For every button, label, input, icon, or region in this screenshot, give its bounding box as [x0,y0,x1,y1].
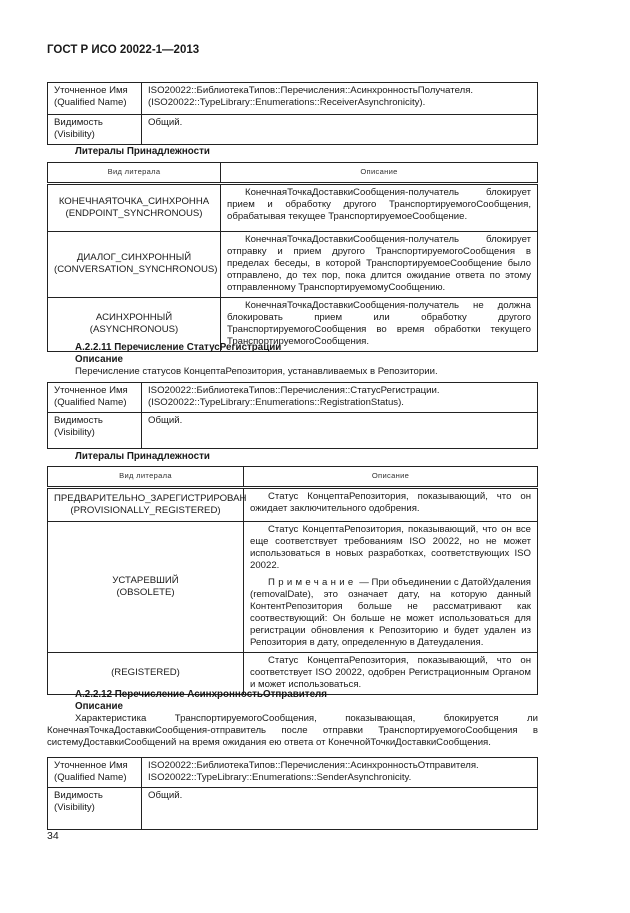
qualified-name-value: ISO20022::БиблиотекаТипов::Перечисления::АсинхронностьПолучателя. (ISO20022::TypeLibrary::Enumerations::ReceiverAsynchronicity). [142,83,538,115]
literals-heading: Литералы Принадлежности [75,451,210,462]
literals-table-registration [47,466,538,695]
literal-description: КонечнаяТочкаДоставкиСообщения-получатель блокирует отправку и прием другого ТранспортируемогоСообщения в пределах беседы, в которой ТранспортируемоеСообщение было отправлено, до тех пор, пока длится ожидание ответа по этому отправленному ТранспортируемомуСообщению. [221,232,538,298]
literal-description: КонечнаяТочкаДоставкиСообщения-получатель блокирует прием и обработку другого ТранспортируемогоСообщения, обрабатывая текущее ТранспортируемоеСообщение. [221,184,538,232]
literal-name: АСИНХРОННЫЙ (ASYNCHRONOUS) [48,298,221,352]
document-header: ГОСТ Р ИСО 20022-1—2013 [47,44,200,56]
visibility-label: Видимость (Visibility) [48,115,142,145]
visibility-value: Общий. [142,115,538,145]
page-number: 34 [47,830,59,842]
description-text: Характеристика ТранспортируемогоСообщения, показывающая, блокируется ли КонечнаяТочкаДоставкиСообщения-отправитель после отправки ТранспортируемогоСообщения в системуДоставкиСообщений на время ожидания ею ответа от КонечнойТочкиДоставкиСообщения. [47,713,538,748]
note-text: — При объединении с ДатойУдаления (removalDate), это означает дату, на которую данный КонтентРепозитория больше не рассматривают как соотвествующий: Он больше не может использоваться для регистрации обновления к Репозиторию и будет удален из Репозитория в дату, определенную в Датеудаления. [250,577,531,648]
literal-description: Статус КонцептаРепозитория, показывающий, что он все еще соответствует требованиям ISO 20022, но не может использоваться в новых разработках, соответствующих ISO 20022. Примечание — При объединении с ДатойУдаления (removalDate), это означает дату, на которую данный КонтентРепозитория больше не рассматривают как соотвествующий: Он больше не может использоваться для регистрации обновления к Репозиторию и будет удален из Репозитория в дату, определенную в Датеудаления. [244,522,538,653]
literal-name: УСТАРЕВШИЙ (OBSOLETE) [48,522,244,653]
description-heading: Описание [75,701,123,712]
column-header-kind: Вид литерала [48,163,221,184]
qualified-name-label: Уточненное Имя (Qualified Name) [48,758,142,788]
description-text: Перечисление статусов КонцептаРепозитория, устанавливаемых в Репозитории. [75,366,438,377]
literal-name: КОНЕЧНАЯТОЧКА_СИНХРОННА (ENDPOINT_SYNCHRONOUS) [48,184,221,232]
table-row [48,232,538,298]
section-title: А.2.2.11 Перечисление СтатусРегистрации [75,342,282,353]
literal-name: (REGISTERED) [48,653,244,695]
qualified-name-value: ISO20022::БиблиотекаТипов::Перечисления::АсинхронностьОтправителя. ISO20022::TypeLibrary::Enumerations::SenderAsynchronicity. [142,758,538,788]
literal-description: КонечнаяТочкаДоставкиСообщения-получатель не должна блокировать прием или обработку другого ТранспортируемогоСообщения во время обработки текущего ТранспортируемогоСообщения. [221,298,538,352]
properties-table-registration [47,382,538,449]
literal-description: Статус КонцептаРепозитория, показывающий, что он соответствует ISO 20022, одобрен Регистрационным Органом и может использоваться. [244,653,538,695]
visibility-value: Общий. [142,788,538,830]
note-label: Примечание [268,577,357,588]
column-header-kind: Вид литерала [48,467,244,488]
visibility-label: Видимость (Visibility) [48,413,142,449]
table-row [48,184,538,232]
qualified-name-label: Уточненное Имя (Qualified Name) [48,83,142,115]
literal-name: ПРЕДВАРИТЕЛЬНО_ЗАРЕГИСТРИРОВАН (PROVISIONALLY_REGISTERED) [48,488,244,522]
column-header-description: Описание [244,467,538,488]
properties-table-sender [47,757,538,830]
qualified-name-value: ISO20022::БиблиотекаТипов::Перечисления::СтатусРегистрации. (ISO20022::TypeLibrary::Enumerations::RegistrationStatus). [142,383,538,413]
column-header-description: Описание [221,163,538,184]
table-row [48,488,538,522]
literals-heading: Литералы Принадлежности [75,146,210,157]
visibility-label: Видимость (Visibility) [48,788,142,830]
description-heading: Описание [75,354,123,365]
table-row [48,522,538,653]
section-title: А.2.2.12 Перечисление АсинхронностьОтправителя [75,689,327,700]
qualified-name-label: Уточненное Имя (Qualified Name) [48,383,142,413]
visibility-value: Общий. [142,413,538,449]
literals-table-receiver [47,162,538,352]
literal-description: Статус КонцептаРепозитория, показывающий, что он ожидает заключительного одобрения. [244,488,538,522]
properties-table-receiver [47,82,538,145]
literal-name: ДИАЛОГ_СИНХРОННЫЙ (CONVERSATION_SYNCHRONOUS) [48,232,221,298]
